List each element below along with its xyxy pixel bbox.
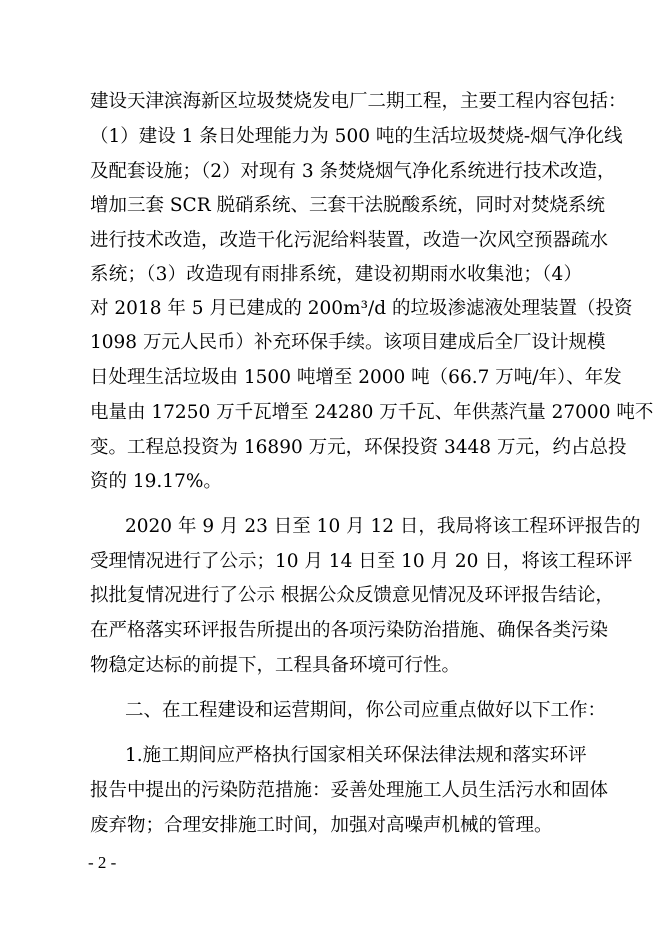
paragraph-1-line-5: 进行技术改造，改造干化污泥给料装置，改造一次风空预器疏水 [90, 230, 609, 251]
section-heading: 二、在工程建设和运营期间，你公司应重点做好以下工作： [125, 700, 607, 721]
paragraph-3-line-2: 报告中提出的污染防范措施：妥善处理施工人员生活污水和固体 [90, 780, 609, 801]
paragraph-2-line-4: 在严格落实环评报告所提出的各项污染防治措施、确保各类污染 [90, 620, 609, 641]
paragraph-1-line-9: 日处理生活垃圾由 1500 吨增至 2000 吨（66.7 万吨/年）、年发 [90, 367, 622, 388]
paragraph-1-line-3: 及配套设施；（2）对现有 3 条焚烧烟气净化系统进行技术改造， [90, 161, 616, 182]
paragraph-1-line-4: 增加三套 SCR 脱硝系统、三套干法脱酸系统，同时对焚烧系统 [90, 195, 606, 216]
paragraph-3-line-3: 废弃物；合理安排施工时间，加强对高噪声机械的管理。 [90, 815, 553, 836]
paragraph-1-line-7: 对 2018 年 5 月已建成的 200m³/d 的垃圾渗滤液处理装置（投资 [90, 298, 633, 319]
paragraph-1-line-8: 1098 万元人民币）补充环保手续。该项目建成后全厂设计规模 [90, 332, 606, 353]
paragraph-2-line-2: 受理情况进行了公示；10 月 14 日至 10 月 20 日，将该工程环评 [90, 551, 633, 572]
page-number: - 2 - [88, 853, 117, 872]
paragraph-2-line-3: 拟批复情况进行了公示 根据公众反馈意见情况及环评报告结论， [90, 585, 614, 606]
paragraph-1-line-2: （1）建设 1 条日处理能力为 500 吨的生活垃圾焚烧-烟气净化线 [90, 126, 623, 147]
paragraph-2-line-5: 物稳定达标的前提下，工程具备环境可行性。 [90, 655, 461, 676]
paragraph-1-line-12: 资的 19.17%。 [90, 471, 222, 492]
paragraph-1-line-6: 系统；（3）改造现有雨排系统，建设初期雨水收集池；（4） [90, 264, 582, 285]
paragraph-1-line-11: 变。工程总投资为 16890 万元，环保投资 3448 万元，约占总投 [90, 437, 627, 458]
paragraph-2-line-1: 2020 年 9 月 23 日至 10 月 12 日，我局将该工程环评报告的 [125, 516, 641, 537]
paragraph-1-line-10: 电量由 17250 万千瓦增至 24280 万千瓦、年供蒸汽量 27000 吨不 [90, 402, 654, 423]
paragraph-3-line-1: 1.施工期间应严格执行国家相关环保法律法规和落实环评 [125, 745, 587, 766]
paragraph-1-line-1: 建设天津滨海新区垃圾焚烧发电厂二期工程，主要工程内容包括： [90, 91, 627, 112]
